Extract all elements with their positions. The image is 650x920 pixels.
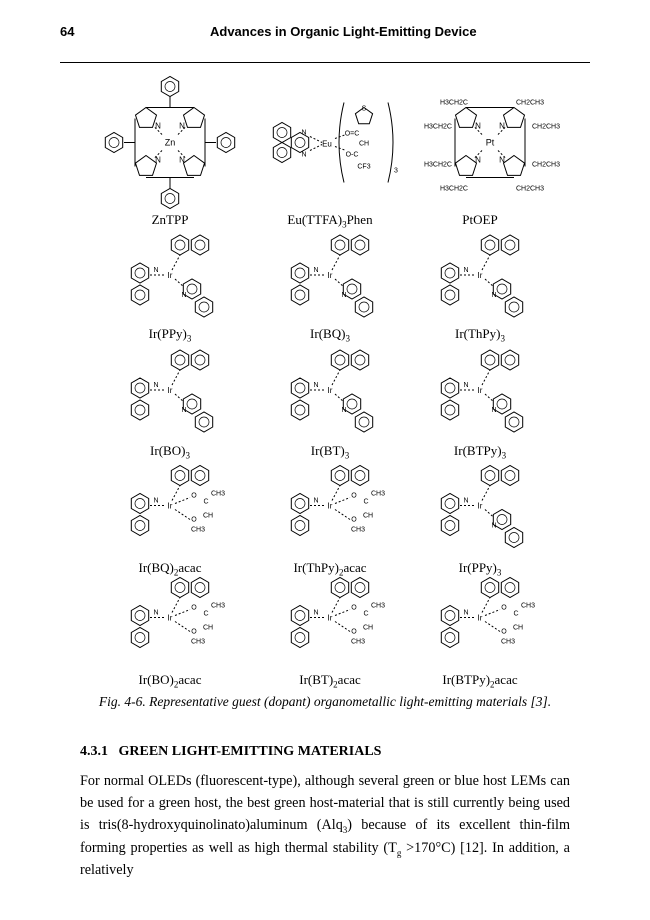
compound-label	[405, 672, 555, 688]
atom-label: N	[475, 121, 481, 131]
compound-subscript: 3	[186, 333, 192, 344]
metal-label: Ir	[477, 271, 483, 280]
header-rule	[60, 62, 590, 63]
atom-label: CH3	[190, 526, 206, 534]
compound-suffix: acac	[343, 560, 367, 575]
compound-name: Ir(PPy)	[148, 326, 187, 341]
atom-label: CH	[362, 512, 374, 520]
atom-label: CH	[512, 624, 524, 632]
atom-label: N	[179, 155, 185, 165]
atom-label: N	[153, 267, 159, 274]
atom-label: N	[153, 497, 159, 505]
compound-name: Ir(BTPy)	[442, 672, 491, 687]
compound-label	[95, 326, 245, 342]
structure-cell	[95, 230, 245, 346]
atom-label: O	[351, 492, 357, 500]
metal-label: Eu	[322, 139, 332, 149]
compound-subscript: 3	[496, 567, 502, 578]
atom-label: C	[513, 610, 519, 618]
molecule-structure	[405, 345, 555, 435]
atom-label: C	[203, 498, 209, 506]
molecule-structure	[95, 80, 245, 205]
atom-label: H3CH2C	[423, 123, 453, 131]
atom-label: N	[181, 292, 187, 299]
metal-label: Ir	[477, 501, 483, 511]
metal-label: Ir	[477, 613, 483, 623]
running-header	[60, 24, 590, 42]
atom-label: C	[203, 610, 209, 618]
metal-label: Zn	[164, 137, 176, 148]
molecule-structure	[95, 230, 245, 320]
molecule-structure	[255, 80, 405, 205]
compound-name: Ir(BO)	[150, 443, 186, 458]
running-title: Advances in Organic Light-Emitting Device	[210, 24, 477, 39]
atom-label: N	[491, 407, 497, 414]
atom-label: C	[363, 498, 369, 506]
body-text-b: ) because of its excellent thin-film forming properties as well as high thermal stability (T	[80, 817, 570, 856]
atom-label: N	[301, 129, 307, 137]
compound-label	[405, 326, 555, 342]
section-number: 4.3.1	[80, 744, 108, 759]
compound-name: Ir(BTPy)	[453, 443, 502, 458]
atom-label: N	[313, 497, 319, 505]
atom-label: CF3	[357, 163, 371, 171]
metal-label: Ir	[167, 501, 173, 511]
compound-name: PtOEP	[462, 212, 498, 227]
atom-label: N	[499, 121, 505, 131]
atom-label: O	[501, 604, 507, 612]
metal-label: Ir	[327, 501, 333, 511]
atom-label: N	[341, 407, 347, 414]
structure-cell	[95, 458, 245, 580]
atom-label: CH3	[190, 638, 206, 646]
atom-label: O	[191, 492, 197, 500]
atom-label: N	[155, 121, 161, 131]
compound-suffix: Phen	[346, 212, 373, 227]
atom-label: N	[499, 155, 505, 165]
compound-label	[95, 212, 245, 228]
atom-label: N	[313, 267, 319, 274]
compound-subscript: 3	[185, 450, 190, 461]
atom-label: N	[313, 382, 319, 389]
atom-label: CH2CH3	[515, 185, 545, 193]
atom-label: N	[341, 292, 347, 299]
compound-label	[95, 443, 245, 459]
compound-name: Ir(PPy)	[458, 560, 497, 575]
atom-label: N	[153, 382, 159, 389]
compound-label	[255, 672, 405, 688]
atom-label: CH3	[500, 638, 516, 646]
atom-label: N	[463, 267, 469, 274]
atom-label: O	[351, 628, 357, 636]
atom-label: N	[491, 522, 497, 530]
compound-name: Ir(ThPy)	[293, 560, 339, 575]
atom-label: O=C	[344, 130, 360, 138]
atom-label: N	[155, 155, 161, 165]
atom-label: CH3	[350, 526, 366, 534]
atom-label: CH2CH3	[531, 161, 561, 169]
compound-name: ZnTPP	[151, 212, 189, 227]
atom-label: S	[361, 105, 367, 113]
metal-label: Ir	[327, 613, 333, 623]
figure-structures	[95, 80, 570, 690]
compound-name: Ir(BQ)	[310, 326, 346, 341]
compound-subscript: 3	[342, 219, 347, 230]
compound-subscript: 3	[344, 450, 350, 461]
compound-name: Ir(BO)	[138, 672, 174, 687]
atom-label: CH	[358, 140, 370, 148]
compound-subscript: 3	[345, 333, 350, 344]
atom-label: H3CH2C	[439, 185, 469, 193]
page-number: 64	[60, 24, 75, 39]
atom-label: CH	[202, 624, 214, 632]
atom-label: CH3	[210, 602, 226, 610]
body-text-c: >170°C) [12]. In addition, a relatively	[80, 839, 570, 878]
molecule-structure	[95, 345, 245, 435]
section-heading	[80, 744, 381, 760]
atom-label: CH3	[370, 602, 386, 610]
compound-suffix: acac	[178, 560, 202, 575]
compound-suffix: acac	[178, 672, 202, 687]
structure-cell	[405, 80, 561, 232]
section-title: GREEN LIGHT-EMITTING MATERIALS	[118, 744, 382, 759]
figure-caption: Fig. 4-6. Representative guest (dopant) organometallic light-emitting materials [3].	[98, 694, 552, 709]
metal-label: Ir	[167, 386, 173, 395]
compound-name: Eu(TTFA)	[287, 212, 343, 227]
compound-subscript: 2	[333, 679, 338, 690]
compound-label	[405, 443, 555, 459]
atom-label: O	[501, 628, 507, 636]
molecule-structure	[255, 230, 405, 320]
atom-label: O	[191, 628, 197, 636]
compound-label	[255, 326, 405, 342]
atom-label: 3	[394, 167, 398, 175]
compound-label	[255, 212, 405, 228]
atom-label: H3CH2C	[423, 161, 453, 169]
structure-cell	[405, 345, 555, 463]
compound-name: Ir(ThPy)	[455, 326, 501, 341]
compound-name: Ir(BT)	[299, 672, 334, 687]
atom-label: O	[351, 516, 357, 524]
atom-label: O	[191, 516, 197, 524]
structure-cell	[95, 80, 245, 232]
atom-label: N	[301, 151, 307, 159]
atom-label: O	[351, 604, 357, 612]
atom-label: H3CH2C	[439, 99, 469, 107]
body-paragraph	[80, 770, 570, 881]
metal-label: Ir	[327, 271, 333, 280]
atom-label: CH3	[370, 490, 386, 498]
atom-label: C	[363, 610, 369, 618]
body-text-a: For normal OLEDs (fluorescent-type), although several green or blue host LEMs can be used for a green host, the best green host-material that is still currently being used is tris(8-hydroxyquinolinato)aluminum (Alq	[80, 773, 570, 834]
metal-label: Ir	[327, 386, 333, 395]
alq-subscript: 3	[342, 825, 348, 836]
atom-label: N	[463, 382, 469, 389]
atom-label: N	[153, 609, 159, 617]
atom-label: CH3	[210, 490, 226, 498]
atom-label: CH3	[520, 602, 536, 610]
atom-label: N	[463, 497, 469, 505]
atom-label: N	[463, 609, 469, 617]
atom-label: CH2CH3	[515, 99, 545, 107]
structure-cell	[255, 80, 405, 232]
atom-label: O	[191, 604, 197, 612]
structure-cell	[255, 345, 405, 463]
atom-label: CH2CH3	[531, 123, 561, 131]
atom-label: N	[491, 292, 497, 299]
structure-cell	[95, 345, 245, 463]
compound-label	[95, 672, 245, 688]
compound-subscript: 2	[490, 679, 495, 690]
compound-subscript: 2	[173, 679, 179, 690]
compound-subscript: 2	[173, 567, 179, 578]
structure-cell	[405, 230, 555, 346]
molecule-structure	[95, 458, 245, 553]
compound-suffix: acac	[494, 672, 518, 687]
molecule-structure	[405, 80, 561, 205]
atom-label: N	[313, 609, 319, 617]
compound-label	[255, 443, 405, 459]
tg-subscript: g	[396, 847, 402, 858]
compound-subscript: 2	[338, 567, 344, 578]
compound-name: Ir(BQ)	[138, 560, 174, 575]
atom-label: CH3	[350, 638, 366, 646]
metal-label: Ir	[167, 271, 173, 280]
structure-cell	[255, 230, 405, 346]
atom-label: N	[179, 121, 185, 131]
atom-label: N	[475, 155, 481, 165]
molecule-structure	[255, 345, 405, 435]
compound-subscript: 3	[501, 450, 507, 461]
compound-subscript: 3	[500, 333, 505, 344]
atom-label: O-C	[345, 151, 359, 159]
compound-suffix: acac	[337, 672, 361, 687]
molecule-structure	[405, 458, 555, 553]
metal-label: Ir	[477, 386, 483, 395]
atom-label: N	[181, 407, 187, 414]
metal-label: Pt	[485, 137, 495, 148]
structure-cell	[255, 458, 405, 580]
structure-cell	[405, 458, 555, 580]
compound-name: Ir(BT)	[310, 443, 345, 458]
atom-label: CH	[362, 624, 374, 632]
molecule-structure	[255, 458, 405, 553]
compound-label	[405, 212, 555, 228]
molecule-structure	[405, 230, 555, 320]
atom-label: CH	[202, 512, 214, 520]
metal-label: Ir	[167, 613, 173, 623]
